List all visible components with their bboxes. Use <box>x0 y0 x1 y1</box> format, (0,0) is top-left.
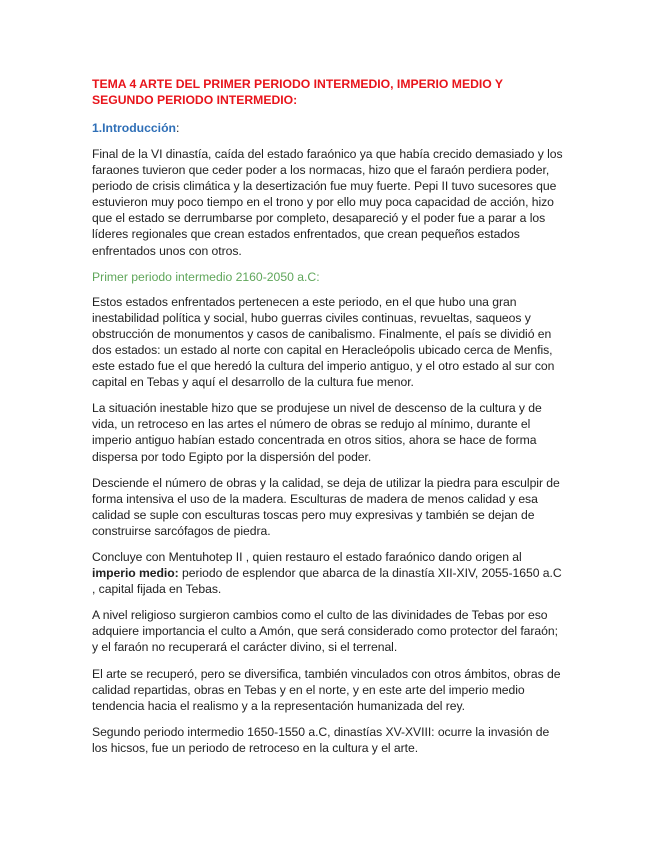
paragraph-5: A nivel religioso surgieron cambios como el culto de las divinidades de Tebas por eso adquiere importancia el culto a Amón, que será considerado como protector del faraón; y el faraón no recuperará el carácter divino, si el terrenal. <box>92 608 558 655</box>
paragraph-4 <box>92 549 563 597</box>
paragraph-4-end: periodo de esplendor que abarca de la dinastía XII-XIV, 2055-1650 a.C , capital fijada en Tebas. <box>92 566 562 597</box>
paragraph-7: Segundo periodo intermedio 1650-1550 a.C, dinastías XV-XVIII: ocurre la invasión de los hicsos, fue un periodo de retroceso en la cultura y el arte. <box>92 724 550 755</box>
intro-heading-text: 1.Introducción <box>92 121 176 135</box>
paragraph-3: Desciende el número de obras y la calidad, se deja de utilizar la piedra para esculpir de forma intensiva el uso de la madera. Esculturas de madera de menos calidad y esa calidad se suple con esculturas toscas pero muy expresivas y también se dejan de construirse sarcófagos de piedra. <box>92 475 560 538</box>
document-title: TEMA 4 ARTE DEL PRIMER PERIODO INTERMEDIO, IMPERIO MEDIO Y SEGUNDO PERIODO INTERMEDIO: <box>92 77 503 107</box>
intro-heading <box>92 120 563 136</box>
intro-paragraph: Final de la VI dinastía, caída del estado faraónico ya que había crecido demasiado y los faraones tuvieron que ceder poder a los normacas, hizo que el faraón perdiera poder, periodo de crisis climática y la desertización fue muy fuerte. Pepi II tuvo sucesores que estuvieron muy poco tiempo en el trono y por ello muy poca capacidad de acción, hizo que el estado se derrumbarse por completo, desapareció y el poder fue a parar a los líderes regionales que crean estados enfrentados, que crean pequeños estados enfrentados unos con otros. <box>92 147 563 258</box>
paragraph-1: Estos estados enfrentados pertenecen a este periodo, en el que hubo una gran inestabilidad política y social, hubo guerras civiles continuas, revueltas, saqueos y obstrucción de monumentos y casos de canibalismo. Finalmente, el país se dividió en dos estados: un estado al norte con capital en Heracleópolis ubicado cerca de Menfis, este estado fue el que heredó la cultura del imperio antiguo, y el otro estado al sur con capital en Tebas y aquí el desarrollo de la cultura fue menor. <box>92 294 555 390</box>
paragraph-4-start: Concluye con Mentuhotep II , quien restauro el estado faraónico dando origen al <box>92 549 522 564</box>
paragraph-6: El arte se recuperó, pero se diversifica, también vinculados con otros ámbitos, obras de calidad repartidas, obras en Tebas y en el norte, y en este arte del imperio medio tendencia hacia el realismo y a la representación humanizada del rey. <box>92 666 561 713</box>
paragraph-4-bold: imperio medio: <box>92 566 179 581</box>
intro-heading-colon: : <box>175 121 180 135</box>
paragraph-2: La situación inestable hizo que se produjese un nivel de descenso de la cultura y de vida, un retroceso en las artes el número de obras se redujo al mínimo, durante el imperio antiguo habían estado concentrada en otros sitios, ahora se hace de forma dispersa por todo Egipto por la dispersión del poder. <box>92 401 542 464</box>
first-period-heading: Primer periodo intermedio 2160-2050 a.C: <box>92 269 320 284</box>
